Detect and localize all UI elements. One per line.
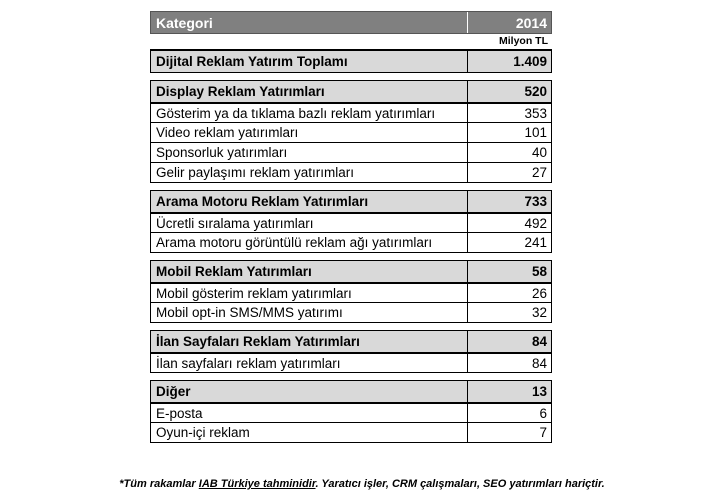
footnote-source: IAB Türkiye tahminidir [198,478,316,490]
row-value: 353 [524,105,547,121]
section-row [151,261,551,282]
table-row [151,232,551,252]
section-value: 58 [531,264,547,279]
table-row [151,162,551,182]
table-row [151,422,551,442]
group-mobile [150,260,552,323]
row-label: Gelir paylaşımı reklam yatırımları [151,163,468,182]
section-row [151,191,551,212]
section-row [151,81,551,102]
row-label: İlan sayfaları reklam yatırımları [151,354,468,372]
total-value: 1.409 [513,54,547,69]
section-row [151,331,551,352]
header-year: 2014 [515,14,547,31]
row-value: 492 [524,215,547,231]
footnote-prefix: *Tüm rakamlar [119,478,199,490]
table-row [151,142,551,162]
group-display [150,80,552,183]
table-row [151,402,551,422]
row-label: E-posta [151,404,468,422]
row-label: Sponsorluk yatırımları [151,143,468,162]
table-row [151,282,551,302]
section-value: 520 [524,84,547,99]
row-value: 84 [531,355,547,371]
row-label: Ücretli sıralama yatırımları [151,214,468,232]
row-value: 101 [524,125,547,140]
row-value: 27 [531,165,547,180]
section-title: Display Reklam Yatırımları [151,81,468,102]
total-row [151,51,551,72]
group-other [150,380,552,443]
row-value: 40 [531,145,547,160]
footnote-suffix: . Yaratıcı işler, CRM çalışmaları, SEO yatırımları hariçtir. [315,478,605,490]
row-label: Arama motoru görüntülü reklam ağı yatırımları [151,233,468,252]
table-row [151,122,551,142]
investment-table [150,11,552,450]
row-value: 241 [524,235,547,250]
table-row [151,102,551,122]
header-category: Kategori [151,12,468,33]
total-group [150,49,552,73]
section-row [151,381,551,402]
section-title: İlan Sayfaları Reklam Yatırımları [151,331,468,352]
section-value: 84 [531,334,547,349]
section-value: 733 [524,194,547,209]
row-label: Mobil gösterim reklam yatırımları [151,284,468,302]
unit-label: Milyon TL [499,35,548,47]
row-label: Video reklam yatırımları [151,123,468,142]
section-title: Mobil Reklam Yatırımları [151,261,468,282]
group-search [150,190,552,253]
table-row [151,212,551,232]
row-label: Gösterim ya da tıklama bazlı reklam yatırımları [151,104,468,122]
row-value: 7 [539,425,547,440]
footnote [0,478,724,490]
row-value: 32 [531,305,547,320]
row-value: 26 [531,285,547,301]
section-title: Diğer [151,381,468,402]
table-header [150,11,552,34]
row-value: 6 [539,405,547,421]
total-label: Dijital Reklam Yatırım Toplamı [151,51,468,72]
group-classifieds [150,330,552,373]
table-row [151,302,551,322]
section-value: 13 [531,384,547,399]
row-label: Oyun-içi reklam [151,423,468,442]
row-label: Mobil opt-in SMS/MMS yatırımı [151,303,468,322]
section-title: Arama Motoru Reklam Yatırımları [151,191,468,212]
table-row [151,352,551,372]
